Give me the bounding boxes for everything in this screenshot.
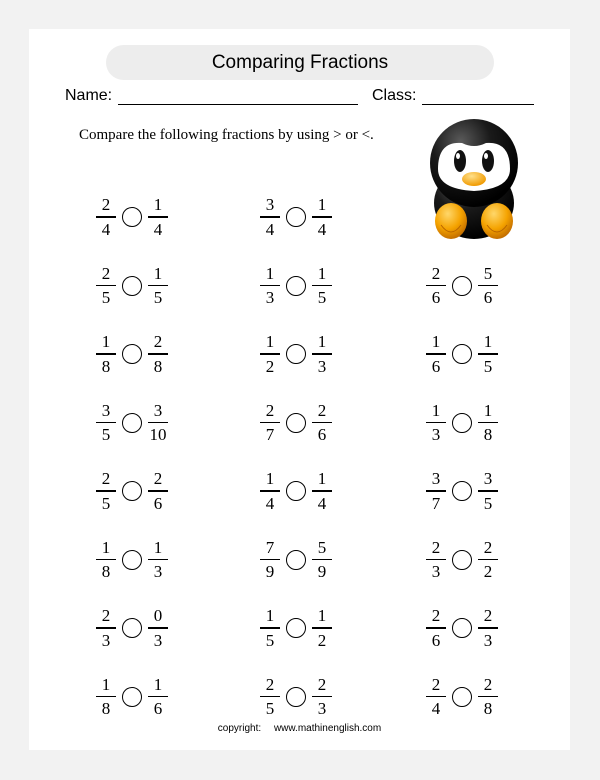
numerator: 3 bbox=[153, 400, 163, 420]
numerator: 2 bbox=[483, 606, 493, 626]
comparison-answer-circle[interactable] bbox=[286, 344, 306, 364]
fraction-bar bbox=[148, 216, 168, 217]
denominator: 3 bbox=[153, 562, 163, 582]
denominator: 3 bbox=[431, 562, 441, 582]
denominator: 6 bbox=[431, 356, 441, 376]
fraction-bar bbox=[426, 285, 446, 286]
numerator: 3 bbox=[431, 469, 441, 489]
left-fraction bbox=[96, 401, 116, 444]
numerator: 1 bbox=[483, 332, 493, 352]
fraction-comparison-problem bbox=[96, 193, 168, 241]
fraction-bar bbox=[96, 627, 116, 628]
right-fraction bbox=[148, 264, 168, 307]
fraction-comparison-problem bbox=[260, 604, 332, 652]
denominator: 6 bbox=[153, 699, 163, 719]
left-fraction bbox=[96, 606, 116, 649]
right-fraction bbox=[148, 332, 168, 375]
denominator: 5 bbox=[101, 425, 111, 445]
fraction-bar bbox=[478, 559, 498, 560]
numerator: 2 bbox=[265, 400, 275, 420]
numerator: 1 bbox=[317, 263, 327, 283]
denominator: 4 bbox=[317, 493, 327, 513]
left-fraction bbox=[426, 264, 446, 307]
numerator: 1 bbox=[265, 469, 275, 489]
fraction-bar bbox=[312, 559, 332, 560]
comparison-answer-circle[interactable] bbox=[122, 413, 142, 433]
comparison-answer-circle[interactable] bbox=[122, 207, 142, 227]
denominator: 4 bbox=[317, 219, 327, 239]
denominator: 6 bbox=[431, 288, 441, 308]
fraction-bar bbox=[312, 353, 332, 354]
numerator: 2 bbox=[317, 674, 327, 694]
fraction-bar bbox=[312, 627, 332, 628]
comparison-answer-circle[interactable] bbox=[122, 344, 142, 364]
right-fraction bbox=[312, 332, 332, 375]
fraction-comparison-problem bbox=[426, 399, 498, 447]
left-fraction bbox=[426, 469, 446, 512]
right-fraction bbox=[312, 606, 332, 649]
comparison-answer-circle[interactable] bbox=[286, 413, 306, 433]
fraction-bar bbox=[478, 353, 498, 354]
denominator: 5 bbox=[101, 493, 111, 513]
denominator: 5 bbox=[265, 630, 275, 650]
comparison-answer-circle[interactable] bbox=[452, 550, 472, 570]
fraction-bar bbox=[148, 490, 168, 491]
fraction-bar bbox=[426, 490, 446, 491]
fraction-bar bbox=[96, 216, 116, 217]
fraction-bar bbox=[478, 696, 498, 697]
numerator: 1 bbox=[153, 263, 163, 283]
denominator: 4 bbox=[101, 219, 111, 239]
right-fraction bbox=[312, 401, 332, 444]
denominator: 3 bbox=[101, 630, 111, 650]
left-fraction bbox=[426, 332, 446, 375]
numerator: 1 bbox=[265, 263, 275, 283]
comparison-answer-circle[interactable] bbox=[286, 550, 306, 570]
denominator: 3 bbox=[265, 288, 275, 308]
denominator: 3 bbox=[153, 630, 163, 650]
denominator: 4 bbox=[153, 219, 163, 239]
fraction-bar bbox=[260, 422, 280, 423]
fraction-comparison-problem bbox=[260, 536, 332, 584]
fraction-comparison-problem bbox=[96, 604, 168, 652]
numerator: 1 bbox=[317, 469, 327, 489]
fraction-bar bbox=[260, 285, 280, 286]
denominator: 10 bbox=[149, 425, 167, 445]
comparison-answer-circle[interactable] bbox=[452, 618, 472, 638]
fraction-comparison-problem bbox=[260, 673, 332, 721]
fraction-bar bbox=[478, 627, 498, 628]
fraction-bar bbox=[426, 353, 446, 354]
denominator: 8 bbox=[483, 425, 493, 445]
numerator: 2 bbox=[265, 674, 275, 694]
left-fraction bbox=[96, 264, 116, 307]
numerator: 2 bbox=[431, 674, 441, 694]
numerator: 1 bbox=[153, 674, 163, 694]
fraction-bar bbox=[148, 422, 168, 423]
name-field[interactable] bbox=[65, 87, 358, 105]
fraction-bar bbox=[260, 353, 280, 354]
left-fraction bbox=[96, 332, 116, 375]
left-fraction bbox=[96, 675, 116, 718]
fraction-bar bbox=[148, 285, 168, 286]
comparison-answer-circle[interactable] bbox=[452, 344, 472, 364]
left-fraction bbox=[426, 606, 446, 649]
denominator: 3 bbox=[483, 630, 493, 650]
fraction-comparison-problem bbox=[426, 330, 498, 378]
numerator: 2 bbox=[101, 606, 111, 626]
denominator: 6 bbox=[317, 425, 327, 445]
name-label: Name: bbox=[65, 87, 113, 104]
fraction-bar bbox=[96, 696, 116, 697]
fraction-bar bbox=[426, 559, 446, 560]
fraction-bar bbox=[96, 285, 116, 286]
fraction-bar bbox=[478, 285, 498, 286]
fraction-comparison-problem bbox=[96, 262, 168, 310]
denominator: 8 bbox=[101, 356, 111, 376]
denominator: 6 bbox=[153, 493, 163, 513]
numerator: 7 bbox=[265, 537, 275, 557]
fraction-comparison-problem bbox=[260, 399, 332, 447]
fraction-bar bbox=[312, 490, 332, 491]
copyright-footer bbox=[29, 723, 570, 734]
numerator: 3 bbox=[265, 195, 275, 215]
fraction-bar bbox=[312, 216, 332, 217]
numerator: 2 bbox=[101, 263, 111, 283]
denominator: 2 bbox=[265, 356, 275, 376]
fraction-comparison-problem bbox=[426, 673, 498, 721]
right-fraction bbox=[478, 606, 498, 649]
comparison-answer-circle[interactable] bbox=[286, 276, 306, 296]
numerator: 1 bbox=[317, 606, 327, 626]
fraction-comparison-problem bbox=[96, 330, 168, 378]
fraction-bar bbox=[260, 559, 280, 560]
fraction-comparison-problem bbox=[260, 262, 332, 310]
numerator: 5 bbox=[317, 537, 327, 557]
comparison-answer-circle[interactable] bbox=[286, 618, 306, 638]
left-fraction bbox=[260, 469, 280, 512]
fraction-bar bbox=[426, 696, 446, 697]
numerator: 1 bbox=[101, 537, 111, 557]
denominator: 3 bbox=[317, 699, 327, 719]
numerator: 2 bbox=[317, 400, 327, 420]
denominator: 8 bbox=[101, 699, 111, 719]
numerator: 2 bbox=[483, 674, 493, 694]
fraction-comparison-problem bbox=[96, 536, 168, 584]
fraction-bar bbox=[478, 490, 498, 491]
comparison-answer-circle[interactable] bbox=[452, 481, 472, 501]
left-fraction bbox=[426, 401, 446, 444]
right-fraction bbox=[312, 538, 332, 581]
fraction-bar bbox=[478, 422, 498, 423]
fraction-comparison-problem bbox=[426, 604, 498, 652]
numerator: 1 bbox=[153, 195, 163, 215]
right-fraction bbox=[478, 469, 498, 512]
left-fraction bbox=[426, 538, 446, 581]
numerator: 1 bbox=[265, 606, 275, 626]
numerator: 2 bbox=[431, 606, 441, 626]
denominator: 7 bbox=[265, 425, 275, 445]
right-fraction bbox=[478, 401, 498, 444]
numerator: 2 bbox=[431, 537, 441, 557]
right-fraction bbox=[312, 264, 332, 307]
fraction-bar bbox=[96, 490, 116, 491]
comparison-answer-circle[interactable] bbox=[452, 687, 472, 707]
numerator: 1 bbox=[483, 400, 493, 420]
left-fraction bbox=[260, 195, 280, 238]
numerator: 2 bbox=[101, 195, 111, 215]
fraction-bar bbox=[260, 216, 280, 217]
denominator: 4 bbox=[265, 219, 275, 239]
right-fraction bbox=[478, 332, 498, 375]
right-fraction bbox=[312, 195, 332, 238]
fraction-comparison-problem bbox=[426, 536, 498, 584]
right-fraction bbox=[148, 401, 168, 444]
fraction-bar bbox=[96, 422, 116, 423]
fraction-bar bbox=[312, 696, 332, 697]
numerator: 1 bbox=[153, 537, 163, 557]
fraction-bar bbox=[148, 353, 168, 354]
left-fraction bbox=[260, 675, 280, 718]
fraction-bar bbox=[148, 559, 168, 560]
denominator: 8 bbox=[483, 699, 493, 719]
comparison-answer-circle[interactable] bbox=[122, 550, 142, 570]
copyright-label: copyright: bbox=[217, 723, 262, 734]
left-fraction bbox=[260, 401, 280, 444]
denominator: 2 bbox=[317, 630, 327, 650]
fraction-bar bbox=[312, 422, 332, 423]
right-fraction bbox=[148, 675, 168, 718]
denominator: 6 bbox=[431, 630, 441, 650]
fraction-bar bbox=[148, 627, 168, 628]
comparison-answer-circle[interactable] bbox=[286, 687, 306, 707]
comparison-answer-circle[interactable] bbox=[452, 413, 472, 433]
fraction-comparison-problem bbox=[426, 467, 498, 515]
fraction-bar bbox=[260, 490, 280, 491]
numerator: 1 bbox=[317, 195, 327, 215]
denominator: 5 bbox=[317, 288, 327, 308]
numerator: 1 bbox=[101, 674, 111, 694]
denominator: 6 bbox=[483, 288, 493, 308]
denominator: 5 bbox=[265, 699, 275, 719]
numerator: 1 bbox=[431, 400, 441, 420]
numerator: 1 bbox=[431, 332, 441, 352]
denominator: 5 bbox=[483, 493, 493, 513]
right-fraction bbox=[478, 264, 498, 307]
left-fraction bbox=[260, 538, 280, 581]
numerator: 5 bbox=[483, 263, 493, 283]
fraction-bar bbox=[260, 627, 280, 628]
denominator: 8 bbox=[153, 356, 163, 376]
numerator: 2 bbox=[153, 332, 163, 352]
left-fraction bbox=[426, 675, 446, 718]
denominator: 4 bbox=[431, 699, 441, 719]
right-fraction bbox=[312, 469, 332, 512]
denominator: 5 bbox=[483, 356, 493, 376]
fraction-comparison-problem bbox=[260, 467, 332, 515]
left-fraction bbox=[96, 195, 116, 238]
penguin-icon bbox=[424, 117, 524, 243]
name-blank-line[interactable] bbox=[118, 88, 358, 105]
right-fraction bbox=[148, 538, 168, 581]
numerator: 1 bbox=[101, 332, 111, 352]
comparison-answer-circle[interactable] bbox=[122, 618, 142, 638]
right-fraction bbox=[148, 469, 168, 512]
denominator: 2 bbox=[483, 562, 493, 582]
denominator: 5 bbox=[153, 288, 163, 308]
numerator: 3 bbox=[101, 400, 111, 420]
denominator: 8 bbox=[101, 562, 111, 582]
fraction-bar bbox=[96, 559, 116, 560]
numerator: 2 bbox=[101, 469, 111, 489]
class-field[interactable] bbox=[372, 87, 534, 105]
numerator: 3 bbox=[483, 469, 493, 489]
copyright-site: www.mathinenglish.com bbox=[273, 723, 382, 734]
right-fraction bbox=[148, 606, 168, 649]
instructions-text: Compare the following fractions by using > or <. bbox=[79, 127, 374, 143]
comparison-answer-circle[interactable] bbox=[286, 481, 306, 501]
denominator: 4 bbox=[265, 493, 275, 513]
fraction-bar bbox=[96, 353, 116, 354]
fraction-bar bbox=[260, 696, 280, 697]
comparison-answer-circle[interactable] bbox=[122, 276, 142, 296]
comparison-answer-circle[interactable] bbox=[122, 481, 142, 501]
fraction-bar bbox=[426, 422, 446, 423]
numerator: 1 bbox=[317, 332, 327, 352]
denominator: 9 bbox=[317, 562, 327, 582]
left-fraction bbox=[96, 469, 116, 512]
numerator: 2 bbox=[431, 263, 441, 283]
left-fraction bbox=[260, 606, 280, 649]
denominator: 5 bbox=[101, 288, 111, 308]
comparison-answer-circle[interactable] bbox=[122, 687, 142, 707]
worksheet-title: Comparing Fractions bbox=[106, 45, 494, 80]
numerator: 2 bbox=[483, 537, 493, 557]
fraction-comparison-problem bbox=[96, 399, 168, 447]
class-blank-line[interactable] bbox=[422, 88, 534, 105]
denominator: 7 bbox=[431, 493, 441, 513]
right-fraction bbox=[478, 675, 498, 718]
comparison-answer-circle[interactable] bbox=[452, 276, 472, 296]
fraction-bar bbox=[426, 627, 446, 628]
left-fraction bbox=[260, 332, 280, 375]
numerator: 0 bbox=[153, 606, 163, 626]
right-fraction bbox=[148, 195, 168, 238]
class-label: Class: bbox=[372, 87, 417, 104]
worksheet-page bbox=[29, 29, 570, 750]
fraction-comparison-problem bbox=[260, 330, 332, 378]
left-fraction bbox=[260, 264, 280, 307]
fraction-comparison-problem bbox=[96, 467, 168, 515]
fraction-bar bbox=[312, 285, 332, 286]
comparison-answer-circle[interactable] bbox=[286, 207, 306, 227]
numerator: 2 bbox=[153, 469, 163, 489]
denominator: 9 bbox=[265, 562, 275, 582]
fraction-bar bbox=[148, 696, 168, 697]
fraction-comparison-problem bbox=[260, 193, 332, 241]
denominator: 3 bbox=[431, 425, 441, 445]
fraction-comparison-problem bbox=[96, 673, 168, 721]
numerator: 1 bbox=[265, 332, 275, 352]
left-fraction bbox=[96, 538, 116, 581]
right-fraction bbox=[478, 538, 498, 581]
denominator: 3 bbox=[317, 356, 327, 376]
fraction-comparison-problem bbox=[426, 262, 498, 310]
right-fraction bbox=[312, 675, 332, 718]
